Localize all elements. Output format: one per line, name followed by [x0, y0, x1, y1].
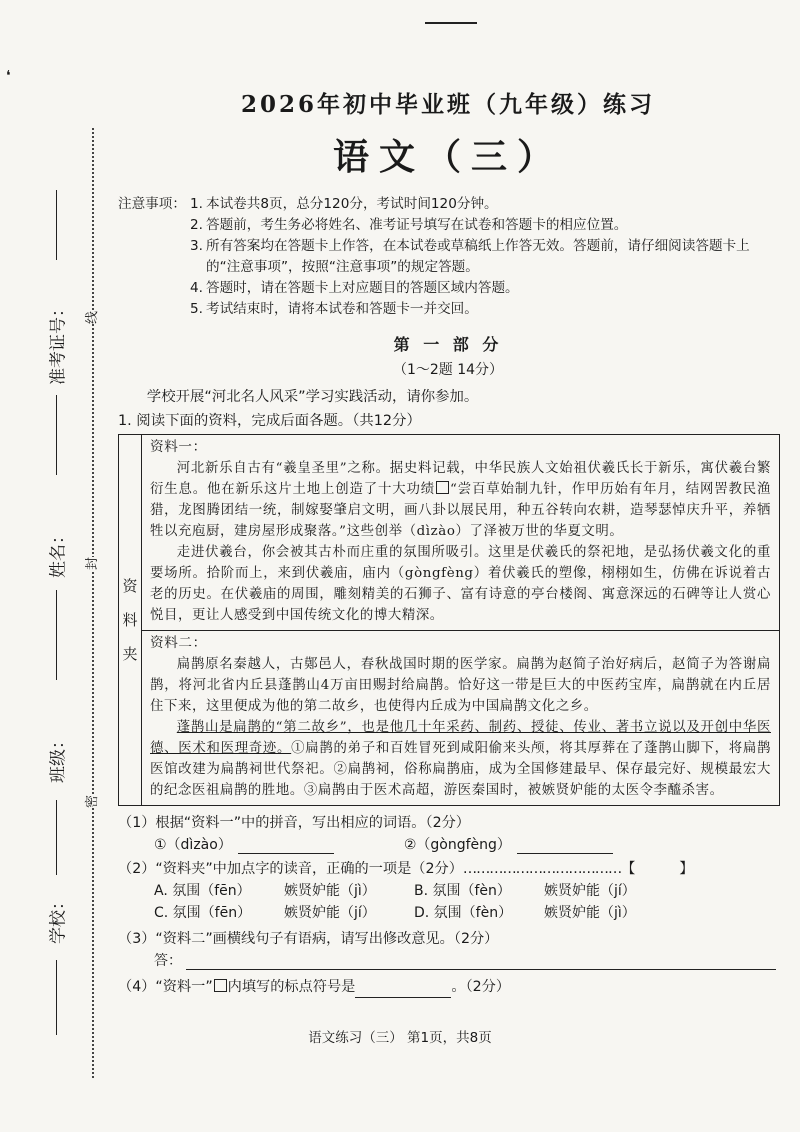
note-row: [118, 236, 778, 278]
paragraph-text: “尝百草始制九针，作甲历始有年月，结网罟教民渔猎，龙图腾团结一统，制嫁娶肇启文明，画八卦以展民用，种五谷转向农耕，造琴瑟悼庆升平，养牺牲以充庖厨，建房屋形成聚落。”这些创举（dìzào）了泽被万世的华夏文明。: [150, 482, 771, 539]
material-one-paragraph-1: [150, 458, 771, 542]
choice-b-2: 嫉贤妒能（jí）: [544, 883, 636, 899]
answer-line[interactable]: [186, 953, 776, 970]
secret-marker: 密: [79, 795, 102, 808]
exam-id-rule[interactable]: [56, 395, 58, 475]
part-title: 第 一 部 分: [393, 335, 503, 354]
school-label: 学校：: [48, 893, 69, 944]
side-char: 夹: [122, 645, 138, 663]
answer-label: 答：: [154, 953, 182, 969]
material-one-label: 资料一：: [150, 439, 207, 455]
note-number: 3.: [190, 238, 203, 254]
sub-question-1-answers: [118, 834, 778, 854]
material-two: [142, 630, 779, 805]
sub-question-4-text: （4）“资料一”: [118, 979, 213, 995]
choice-c-1: C. 氛围（fēn）: [154, 905, 252, 921]
main-content: [118, 86, 778, 998]
punctuation-box: [214, 979, 227, 992]
choice-d-2: 嫉贤妒能（jì）: [544, 905, 636, 921]
part-range: （1～2题 14分）: [392, 362, 504, 378]
choice-a-1: A. 氛围（fēn）: [154, 883, 251, 899]
corner-mark: ❛: [6, 68, 11, 84]
line-marker: 线: [79, 311, 102, 324]
material-two-paragraph-2: [150, 717, 771, 801]
sub-question-4-text: 内填写的标点符号是: [227, 979, 356, 995]
sub-question-3: （3）“资料二”画横线句子有语病，请写出修改意见。（2分）: [118, 931, 499, 947]
class-label: 班级：: [48, 732, 69, 783]
pinyin-a: ①（dìzào）: [154, 837, 232, 853]
pinyin-b: ②（gòngfèng）: [403, 837, 511, 853]
choice-d-1: D. 氛围（fèn）: [414, 905, 513, 921]
note-text: 答题前，考生务必将姓名、准考证号填写在试卷和答题卡的相应位置。: [206, 217, 628, 233]
side-char: 资: [122, 577, 138, 595]
exam-id-blank[interactable]: [56, 190, 58, 260]
top-rule: [425, 22, 477, 24]
question-1-head: 1. 阅读下面的资料，完成后面各题。（共12分）: [118, 413, 421, 429]
note-text: 考试结束时，请将本试卷和答题卡一并交回。: [206, 301, 478, 317]
note-row: [118, 215, 778, 236]
notes-section: [118, 194, 778, 320]
exam-id-label: 准考证号：: [48, 300, 69, 385]
paragraph-text: ①扁鹊的弟子和百姓冒死到咸阳偷来头颅，将其厚葬在了蓬鹊山脚下，将扁鹊医馆改建为扁鹊祠世代祭祀。②扁鹊祠，俗称扁鹊庙，成为全国修建最早、保存最完好、规模最宏大的纪念医祖扁鹊的胜地。③扁鹊由于医术高超，游医秦国时，被嫉贤妒能的太医令李醯杀害。: [150, 741, 771, 798]
name-label: 姓名：: [48, 527, 69, 578]
note-row: [118, 194, 778, 215]
note-text: 答题时，请在答题卡上对应题目的答题区域内答题。: [206, 280, 519, 296]
punctuation-box: [436, 481, 449, 494]
note-number: 5.: [190, 301, 203, 317]
subject-title: 语文（三）: [332, 136, 563, 178]
folder-side-label: [119, 435, 142, 805]
underlined-sentence: 蓬鹊山是扁鹊的“第二故乡”，也是他几十年采药、制药、授徒、传业、著书立说以及开创中华医德、医术和医理奇迹。: [150, 720, 771, 756]
answer-bracket-left: 【: [621, 861, 636, 877]
note-number: 1.: [190, 196, 203, 212]
answer-blank-b[interactable]: [517, 837, 613, 854]
note-row: [118, 299, 778, 320]
sub-question-4-points: 。（2分）: [451, 979, 511, 995]
choice-grid: [118, 880, 778, 924]
sub-question-4: [118, 976, 778, 998]
material-two-paragraph-1: 扁鹊原名秦越人，古鄚邑人，春秋战国时期的医学家。扁鹊为赵简子治好病后，赵简子为答谢扁鹊，将河北省内丘县蓬鹊山4万亩田赐封给扁鹊。恰好这一带是巨大的中医药宝库，扁鹊就在内丘居住下来，这里便成为他的第二故乡，也使得内丘成为中国扁鹊文化之乡。: [150, 657, 771, 714]
name-blank[interactable]: [56, 590, 58, 680]
paragraph-text: 河北新乐自古有“羲皇圣里”之称。据史料记载，中华民族人文始祖伏羲氏长于新乐，寓伏羲台繁衍生息。他在新乐这片土地上创造了十大功绩: [150, 461, 771, 497]
note-text: 所有答案均在答题卡上作答，在本试卷或草稿纸上作答无效。答题前，请仔细阅读答题卡上的“注意事项”，按照“注意事项”的规定答题。: [206, 238, 750, 275]
sub-question-1: （1）根据“资料一”中的拼音，写出相应的词语。（2分）: [118, 815, 470, 831]
sub-question-2-text: （2）“资料夹”中加点字的读音，正确的一项是（2分）: [118, 861, 463, 877]
answer-blank-a[interactable]: [238, 837, 334, 854]
note-number: 2.: [190, 217, 203, 233]
note-text: 本试卷共8页，总分120分，考试时间120分钟。: [206, 196, 498, 212]
notes-label: 注意事项：: [118, 196, 186, 212]
binding-strip: [0, 0, 110, 1132]
sub-question-3-answer: [118, 950, 778, 970]
page-footer: 语文练习（三） 第1页，共8页: [308, 1030, 492, 1046]
sub-question-2: [118, 858, 778, 880]
material-folder: [118, 434, 780, 806]
activity-intro: 学校开展“河北名人风采”学习实践活动，请你参加。: [146, 389, 479, 405]
choice-b-1: B. 氛围（fèn）: [414, 883, 511, 899]
exam-title: 2026年初中毕业班（九年级）练习: [240, 91, 655, 118]
material-two-label: 资料二：: [150, 635, 207, 651]
school-blank[interactable]: [56, 960, 58, 1035]
side-char: 料: [122, 611, 138, 629]
binding-dashed-line: [92, 128, 94, 1078]
material-one: [142, 435, 779, 630]
answer-blank[interactable]: [355, 981, 451, 998]
choice-a-2: 嫉贤妒能（jì）: [284, 883, 376, 899]
note-number: 4.: [190, 280, 203, 296]
seal-marker: 封: [79, 557, 102, 570]
leader-dots: ………………………………: [462, 861, 622, 877]
note-row: [118, 278, 778, 299]
answer-bracket-right: 】: [679, 861, 694, 877]
material-one-paragraph-2: 走进伏羲台，你会被其古朴而庄重的氛围所吸引。这里是伏羲氏的祭祀地，是弘扬伏羲文化的重要场所。拾阶而上，来到伏羲庙，庙内（gòngfèng）着伏羲氏的塑像，栩栩如生，仿佛在诉说着古老的历史。在伏羲庙的周围，雕刻精美的石狮子、富有诗意的亭台楼阁、寓意深远的石碑等让人赏心悦目，更让人感受到中国传统文化的博大精深。: [150, 545, 771, 623]
choice-c-2: 嫉贤妒能（jí）: [284, 905, 376, 921]
